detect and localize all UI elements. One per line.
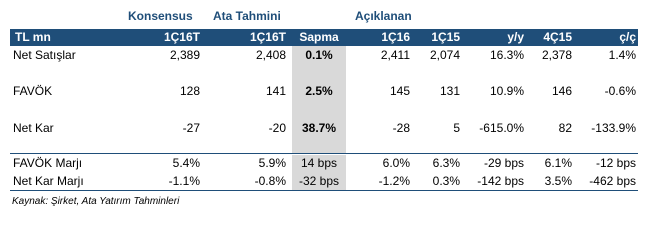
group-aciklanan: Açıklanan <box>355 9 412 23</box>
header-ata-1c16t: 1Ç16T <box>249 30 286 44</box>
cell-ata: 141 <box>265 84 286 98</box>
cell-1c16: -1.2% <box>378 174 410 188</box>
header-tl-mn: TL mn <box>15 30 51 44</box>
header-yy: y/y <box>507 30 524 44</box>
group-ata-tahmini: Ata Tahmini <box>213 9 281 23</box>
cell-cc: -133.9% <box>591 121 636 135</box>
header-1c15: 1Ç15 <box>431 30 460 44</box>
cell-ata: -0.8% <box>254 174 286 188</box>
row-label-favok: FAVÖK <box>13 84 53 98</box>
cell-ata: -20 <box>268 121 286 135</box>
cell-konsensus: -1.1% <box>168 174 200 188</box>
cell-1c15: 131 <box>439 84 460 98</box>
cell-yy: -615.0% <box>479 121 524 135</box>
cell-yy: -29 bps <box>483 156 524 170</box>
row-label-net-satislar: Net Satışlar <box>13 48 76 62</box>
cell-1c16: 2,411 <box>380 48 410 62</box>
row-label-net-kar: Net Kar <box>13 121 54 135</box>
cell-1c16: 145 <box>389 84 410 98</box>
header-konsensus-1c16t: 1Ç16T <box>163 30 200 44</box>
cell-4c15: 146 <box>551 84 572 98</box>
cell-cc: 1.4% <box>608 48 636 62</box>
cell-sapma: 14 bps <box>300 156 338 170</box>
cell-4c15: 82 <box>558 121 572 135</box>
cell-4c15: 2,378 <box>541 48 572 62</box>
header-cc: ç/ç <box>619 30 636 44</box>
row-label-net-kar-marji: Net Kar Marjı <box>13 174 84 188</box>
cell-konsensus: 5.4% <box>172 156 200 170</box>
cell-4c15: 6.1% <box>544 156 572 170</box>
cell-1c16: 6.0% <box>382 156 410 170</box>
cell-1c15: 6.3% <box>432 156 460 170</box>
source-note: Kaynak: Şirket, Ata Yatırım Tahminleri <box>12 196 180 207</box>
cell-cc: -0.6% <box>604 84 636 98</box>
cell-sapma: 0.1% <box>305 48 333 62</box>
cell-sapma: -32 bps <box>298 174 340 188</box>
cell-ata: 2,408 <box>255 48 286 62</box>
cell-ata: 5.9% <box>258 156 286 170</box>
cell-yy: 10.9% <box>489 84 524 98</box>
cell-1c16: -28 <box>392 121 410 135</box>
cell-sapma: 2.5% <box>305 84 333 98</box>
cell-konsensus: 128 <box>179 84 200 98</box>
cell-1c15: 5 <box>453 121 460 135</box>
bottom-line <box>10 190 638 191</box>
header-4c15: 4Ç15 <box>543 30 572 44</box>
row-label-favok-marji: FAVÖK Marjı <box>13 156 83 170</box>
cell-konsensus: -27 <box>182 121 200 135</box>
cell-1c15: 2,074 <box>429 48 460 62</box>
sapma-column-shade <box>292 46 346 153</box>
cell-4c15: 3.5% <box>544 174 572 188</box>
cell-cc: -462 bps <box>589 174 636 188</box>
group-konsensus: Konsensus <box>128 9 193 23</box>
cell-konsensus: 2,389 <box>169 48 200 62</box>
header-1c16: 1Ç16 <box>381 30 410 44</box>
cell-1c15: 0.3% <box>432 174 460 188</box>
header-sapma: Sapma <box>299 30 339 44</box>
cell-yy: 16.3% <box>489 48 524 62</box>
separator-line <box>10 153 638 154</box>
cell-sapma: 38.7% <box>301 121 337 135</box>
cell-yy: -142 bps <box>477 174 524 188</box>
cell-cc: -12 bps <box>595 156 636 170</box>
